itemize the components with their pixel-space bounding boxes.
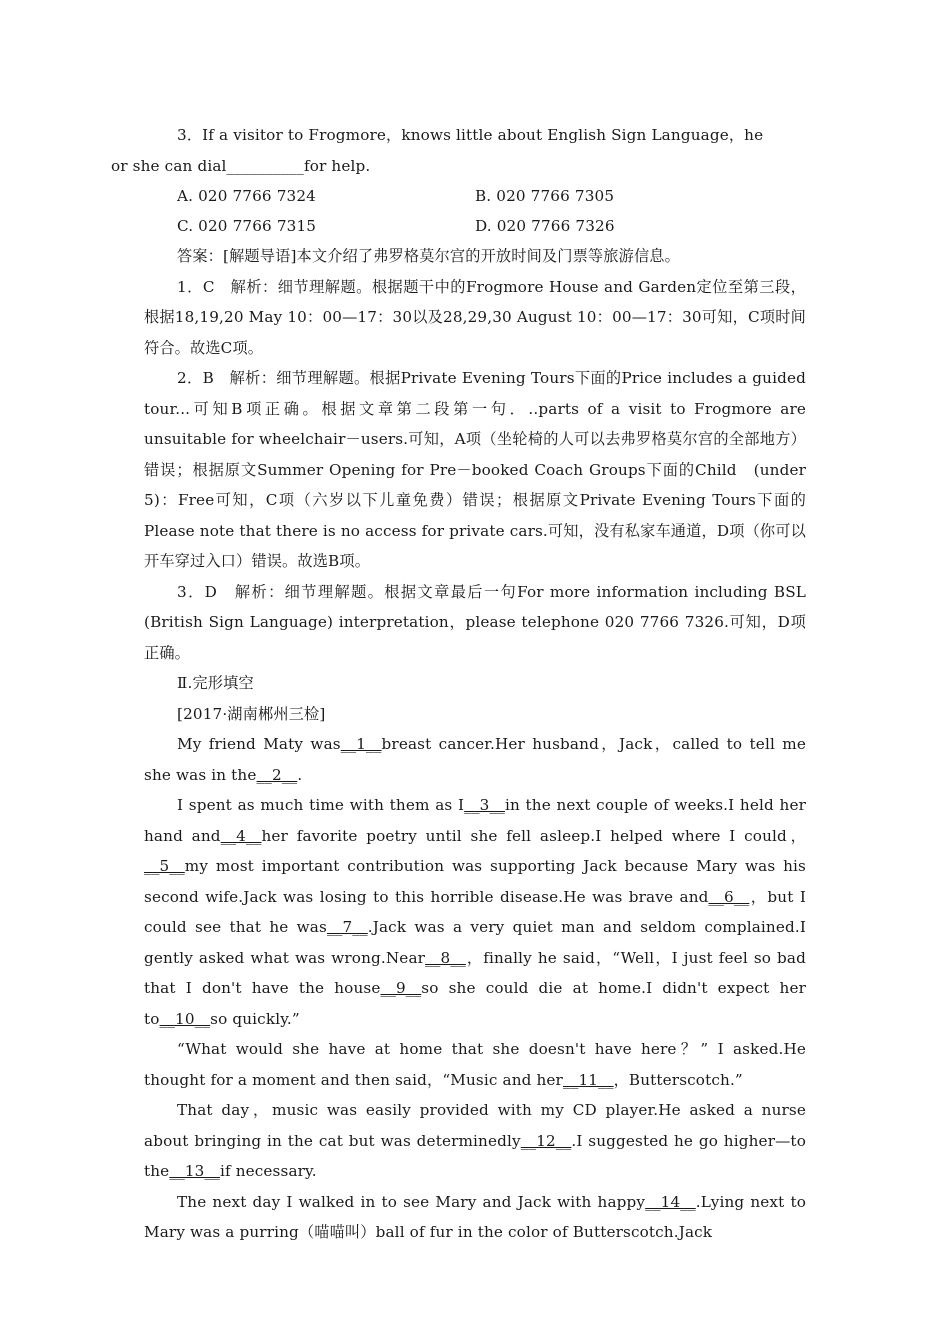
passage-text: “What would she have at home that she doesn't have here？” I asked.He thought for a moment and then said，“Music and her bbox=[144, 1040, 806, 1089]
option-a: A. 020 7766 7324 bbox=[177, 187, 316, 205]
answer-3: 3．D 解析：细节理解题。根据文章最后一句For more information including BSL (British Sign Language) interpretation，please telephone 020 7766 7326.可知，D项正确。 bbox=[144, 582, 806, 662]
passage-text: .Jack was a very quiet man and seldom complained.I gently asked what was wrong.Near bbox=[144, 918, 806, 967]
cloze-blank-4: __4__ bbox=[220, 826, 262, 845]
passage-paragraph-1 bbox=[144, 729, 806, 790]
passage-paragraph-4 bbox=[144, 1095, 806, 1187]
passage-text: her favorite poetry until she fell asleep.I helped where I could， bbox=[261, 826, 806, 845]
cloze-blank-7: __7__ bbox=[326, 918, 368, 936]
passage-text: ，Butterscotch.” bbox=[613, 1070, 743, 1089]
options-row-1 bbox=[144, 181, 806, 211]
passage-text: in the next couple of weeks.I held her hand and bbox=[144, 796, 806, 845]
passage-text: . bbox=[297, 765, 303, 784]
cloze-blank-12: __12__ bbox=[520, 1131, 572, 1150]
section-source: [2017·湖南郴州三检] bbox=[177, 704, 326, 723]
passage-text: That day，music was easily provided with my CD player.He asked a nurse about bringing in the cat but was determinedly bbox=[144, 1101, 806, 1150]
passage-paragraph-2 bbox=[144, 790, 806, 1034]
question-3-line2-post: for help. bbox=[303, 156, 371, 175]
passage-text: I spent as much time with them as I bbox=[177, 796, 465, 814]
answer-1: 1．C 解析：细节理解题。根据题干中的Frogmore House and Garden定位至第三段，根据18,19,20 May 10：00—17：30以及28,29,30 August 10：00—17：30可知，C项时间符合。故选C项。 bbox=[144, 277, 806, 357]
passage-text: breast cancer.Her husband，Jack，called to tell me she was in the bbox=[144, 735, 806, 784]
passage-text: if necessary. bbox=[219, 1162, 317, 1180]
cloze-blank-10: __10__ bbox=[159, 1009, 211, 1028]
cloze-blank-3: __3__ bbox=[464, 796, 505, 814]
passage-text: .I suggested he go higher—to the bbox=[144, 1131, 806, 1180]
cloze-blank-2: __2__ bbox=[256, 765, 298, 784]
options-row-2 bbox=[144, 211, 806, 241]
option-b: B. 020 7766 7305 bbox=[475, 187, 615, 205]
passage-paragraph-3 bbox=[144, 1034, 806, 1095]
passage-paragraph-5 bbox=[144, 1187, 806, 1248]
option-d: D. 020 7766 7326 bbox=[475, 217, 615, 235]
passage-text: The next day I walked in to see Mary and Jack with happy bbox=[177, 1192, 646, 1211]
passage-text: ，finally he said，“Well，I just feel so bad that I don't have the house bbox=[144, 948, 806, 997]
cloze-blank-11: __11__ bbox=[562, 1070, 614, 1089]
passage-text: My friend Maty was bbox=[177, 735, 341, 753]
question-3-blank: __________ bbox=[226, 156, 304, 175]
cloze-blank-1: __1__ bbox=[340, 735, 382, 753]
cloze-blank-14: __14__ bbox=[645, 1192, 696, 1211]
passage-text: so she could die at home.I didn't expect her to bbox=[144, 979, 806, 1028]
option-c: C. 020 7766 7315 bbox=[177, 217, 317, 235]
passage-text: .Lying next to Mary was a purring（喵喵叫）ball of fur in the color of Butterscotch.Jack bbox=[144, 1192, 806, 1241]
document-page bbox=[111, 120, 806, 1248]
cloze-blank-13: __13__ bbox=[169, 1162, 220, 1180]
cloze-blank-8: __8__ bbox=[425, 948, 466, 967]
cloze-blank-6: __6__ bbox=[708, 887, 750, 906]
question-3-line1: 3．If a visitor to Frogmore，knows little about English Sign Language，he bbox=[177, 126, 764, 144]
question-3-stem bbox=[111, 120, 806, 181]
answer-intro: 答案：[解题导语]本文介绍了弗罗格莫尔宫的开放时间及门票等旅游信息。 bbox=[177, 247, 680, 265]
answer-2: 2．B 解析：细节理解题。根据Private Evening Tours下面的Price includes a guided tour...可知B项正确。根据文章第二段第一句．..parts of a visit to Frogmore are unsuitable for wheelchair－users.可知，A项（坐轮椅的人可以去弗罗格莫尔宫的全部地方）错误；根据原文Summer Opening for Pre－booked Coach Groups下面的Child (under 5)：Free可知，C项（六岁以下儿童免费）错误；根据原文Private Evening Tours下面的Please note that there is no access for private cars.可知，没有私家车通道，D项（你可以开车穿过入口）错误。故选B项。 bbox=[144, 369, 806, 570]
section-heading: Ⅱ.完形填空 bbox=[177, 674, 254, 692]
cloze-blank-5: __5__ bbox=[144, 857, 185, 875]
passage-text: ，but I could see that he was bbox=[144, 887, 806, 936]
passage-text: my most important contribution was supporting Jack because Mary was his second wife.Jack was losing to this horrible disease.He was brave and bbox=[144, 857, 806, 906]
cloze-blank-9: __9__ bbox=[380, 979, 422, 997]
question-3-line2-pre: or she can dial bbox=[111, 156, 227, 175]
passage-text: so quickly.” bbox=[210, 1009, 300, 1028]
